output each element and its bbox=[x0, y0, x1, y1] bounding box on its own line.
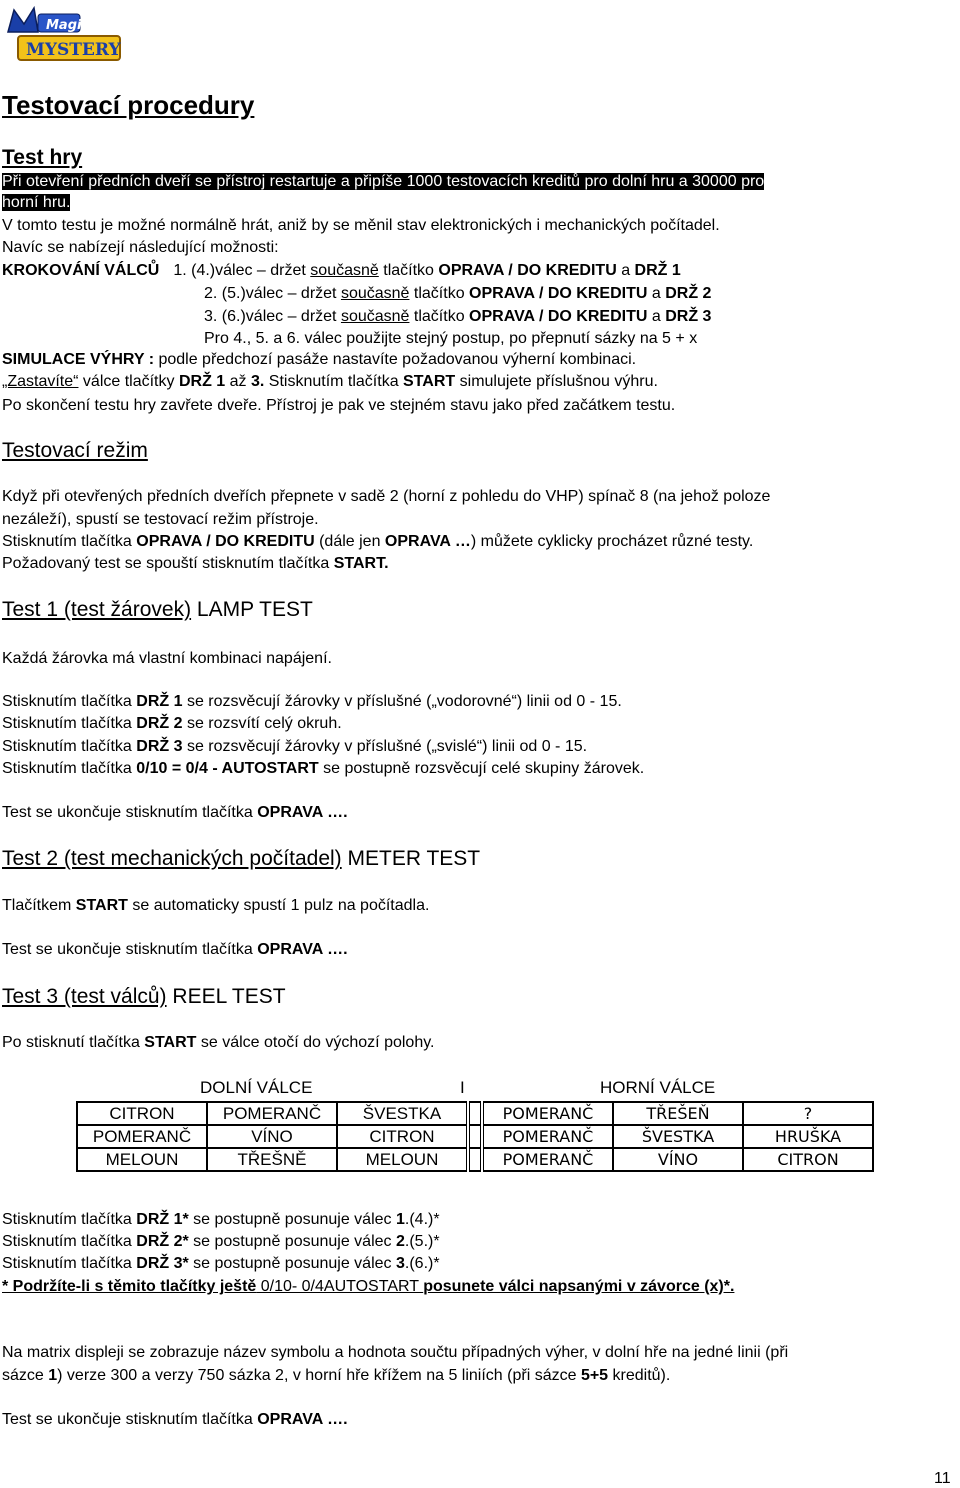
paragraph-line bbox=[2, 172, 764, 192]
paragraph-line: Každá žárovka má vlastní kombinaci napájení. bbox=[2, 650, 332, 667]
table-cell: TŘEŠNĚ bbox=[207, 1148, 337, 1171]
table-cell: POMERANČ bbox=[77, 1125, 207, 1148]
table-cell: CITRON bbox=[337, 1125, 468, 1148]
page-title: Testovací procedury bbox=[2, 90, 255, 120]
table-cell: CITRON bbox=[743, 1148, 873, 1171]
paragraph-line: Stisknutím tlačítka DRŽ 1 se rozsvěcují žárovky v příslušné („vodorovné“) linii od 0 - 15. bbox=[2, 693, 622, 710]
paragraph-line: Po skončení testu hry zavřete dveře. Přístroj je pak ve stejném stavu jako před začátkem testu. bbox=[2, 397, 676, 414]
table-separator bbox=[468, 1102, 482, 1125]
table-cell: ? bbox=[743, 1102, 873, 1125]
table-cell: MELOUN bbox=[77, 1148, 207, 1171]
paragraph-line: sázce 1) verze 300 a verzy 750 sázka 2, v horní hře křížem na 5 liniích (při sázce 5+5 kreditů). bbox=[2, 1367, 671, 1384]
table-cell: CITRON bbox=[77, 1102, 207, 1125]
paragraph-line: Test se ukončuje stisknutím tlačítka OPRAVA …. bbox=[2, 804, 348, 821]
table-cell: POMERANČ bbox=[482, 1102, 613, 1125]
magic-mystery-logo bbox=[4, 2, 122, 64]
table-cell: MELOUN bbox=[337, 1148, 468, 1171]
paragraph-line: Když při otevřených předních dveřích přepnete v sadě 2 (horní z pohledu do VHP) spínač 8 (na jehož poloze bbox=[2, 488, 771, 505]
paragraph-line: Stisknutím tlačítka DRŽ 2 se rozsvítí celý okruh. bbox=[2, 715, 342, 732]
footnote-line: * Podržíte-li s těmito tlačítky ještě 0/10- 0/4AUTOSTART posunete válci napsanými v závorce (x)*. bbox=[2, 1278, 735, 1295]
logo-text-mystery: MYSTERY bbox=[26, 40, 121, 60]
paragraph-line: Navíc se nabízejí následující možnosti: bbox=[2, 239, 279, 256]
paragraph-line: nezáleží), spustí se testovací režim přístroje. bbox=[2, 511, 319, 528]
table-cell: ŠVESTKA bbox=[337, 1102, 468, 1125]
stop-reels-line: „Zastavíte“ válce tlačítky DRŽ 1 až 3. Stisknutím tlačítka START simulujete příslušnou výhru. bbox=[2, 373, 658, 390]
paragraph-line: Požadovaný test se spouští stisknutím tlačítka START. bbox=[2, 555, 389, 572]
table-cell: VÍNO bbox=[207, 1125, 337, 1148]
paragraph-line: Stisknutím tlačítka DRŽ 3 se rozsvěcují žárovky v příslušné („svislé“) linii od 0 - 15. bbox=[2, 738, 588, 755]
reel-symbols-table bbox=[76, 1101, 874, 1172]
section-heading-testovaci-rezim: Testovací režim bbox=[2, 439, 148, 462]
table-row bbox=[77, 1125, 873, 1148]
section-heading-test-2: Test 2 (test mechanických počítadel) METER TEST bbox=[2, 847, 481, 870]
paragraph-line: Tlačítkem START se automaticky spustí 1 pulz na počítadla. bbox=[2, 897, 430, 914]
section-heading-test-1: Test 1 (test žárovek) LAMP TEST bbox=[2, 598, 313, 621]
paragraph-line: Stisknutím tlačítka DRŽ 3* se postupně posunuje válec 3.(6.)* bbox=[2, 1255, 440, 1272]
table-row bbox=[77, 1102, 873, 1125]
paragraph-line: Po stisknutí tlačítka START se válce otočí do výchozí polohy. bbox=[2, 1034, 435, 1051]
table-cell: HRUŠKA bbox=[743, 1125, 873, 1148]
paragraph-line: Stisknutím tlačítka DRŽ 2* se postupně posunuje válec 2.(5.)* bbox=[2, 1233, 440, 1250]
table-cell: ŠVESTKA bbox=[613, 1125, 743, 1148]
table-cell: POMERANČ bbox=[482, 1148, 613, 1171]
reel-stepping-line-2: 2. (5.)válec – držet současně tlačítko OPRAVA / DO KREDITU a DRŽ 2 bbox=[204, 285, 712, 302]
table-separator bbox=[468, 1148, 482, 1171]
highlighted-text: Při otevření předních dveří se přístroj restartuje a připíše 1000 testovacích kreditů pro dolní hru a 30000 pro bbox=[2, 173, 765, 190]
table-cell: POMERANČ bbox=[482, 1125, 613, 1148]
reel-stepping-line-4: Pro 4., 5. a 6. válec použijte stejný postup, po přepnutí sázky na 5 + x bbox=[204, 330, 698, 347]
table-cell: POMERANČ bbox=[207, 1102, 337, 1125]
highlighted-text: horní hru. bbox=[2, 194, 71, 211]
logo-text-magic: Magic bbox=[46, 18, 90, 33]
reels-separator-label: I bbox=[460, 1078, 465, 1097]
paragraph-line: Na matrix displeji se zobrazuje název symbolu a hodnota součtu případných výher, v dolní hře na jedné linii (při bbox=[2, 1344, 789, 1361]
page-number: 11 bbox=[934, 1470, 951, 1487]
paragraph-line: Stisknutím tlačítka 0/10 = 0/4 - AUTOSTART se postupně rozsvěcují celé skupiny žárovek. bbox=[2, 760, 645, 777]
table-separator bbox=[468, 1125, 482, 1148]
reel-stepping-line-3: 3. (6.)válec – držet současně tlačítko OPRAVA / DO KREDITU a DRŽ 3 bbox=[204, 308, 712, 325]
table-cell: VÍNO bbox=[613, 1148, 743, 1171]
table-cell: TŘEŠEŇ bbox=[613, 1102, 743, 1125]
upper-reels-label: HORNÍ VÁLCE bbox=[600, 1078, 716, 1097]
paragraph-line: V tomto testu je možné normálně hrát, aniž by se měnil stav elektronických i mechanických počítadel. bbox=[2, 217, 720, 234]
reel-stepping-line-1: KROKOVÁNÍ VÁLCŮ 1. (4.)válec – držet současně tlačítko OPRAVA / DO KREDITU a DRŽ 1 bbox=[2, 262, 681, 279]
paragraph-line: Test se ukončuje stisknutím tlačítka OPRAVA …. bbox=[2, 1411, 348, 1428]
paragraph-line: Stisknutím tlačítka DRŽ 1* se postupně posunuje válec 1.(4.)* bbox=[2, 1211, 440, 1228]
paragraph-line: Stisknutím tlačítka OPRAVA / DO KREDITU (dále jen OPRAVA …) můžete cyklicky procházet různé testy. bbox=[2, 533, 754, 550]
paragraph-line bbox=[2, 193, 70, 213]
paragraph-line: Test se ukončuje stisknutím tlačítka OPRAVA …. bbox=[2, 941, 348, 958]
section-heading-test-3: Test 3 (test válců) REEL TEST bbox=[2, 985, 286, 1008]
section-heading-test-hry: Test hry bbox=[2, 146, 83, 169]
table-row bbox=[77, 1148, 873, 1171]
lower-reels-label: DOLNÍ VÁLCE bbox=[200, 1078, 313, 1097]
simulation-line: SIMULACE VÝHRY : podle předchozí pasáže nastavíte požadovanou výherní kombinaci. bbox=[2, 351, 637, 368]
